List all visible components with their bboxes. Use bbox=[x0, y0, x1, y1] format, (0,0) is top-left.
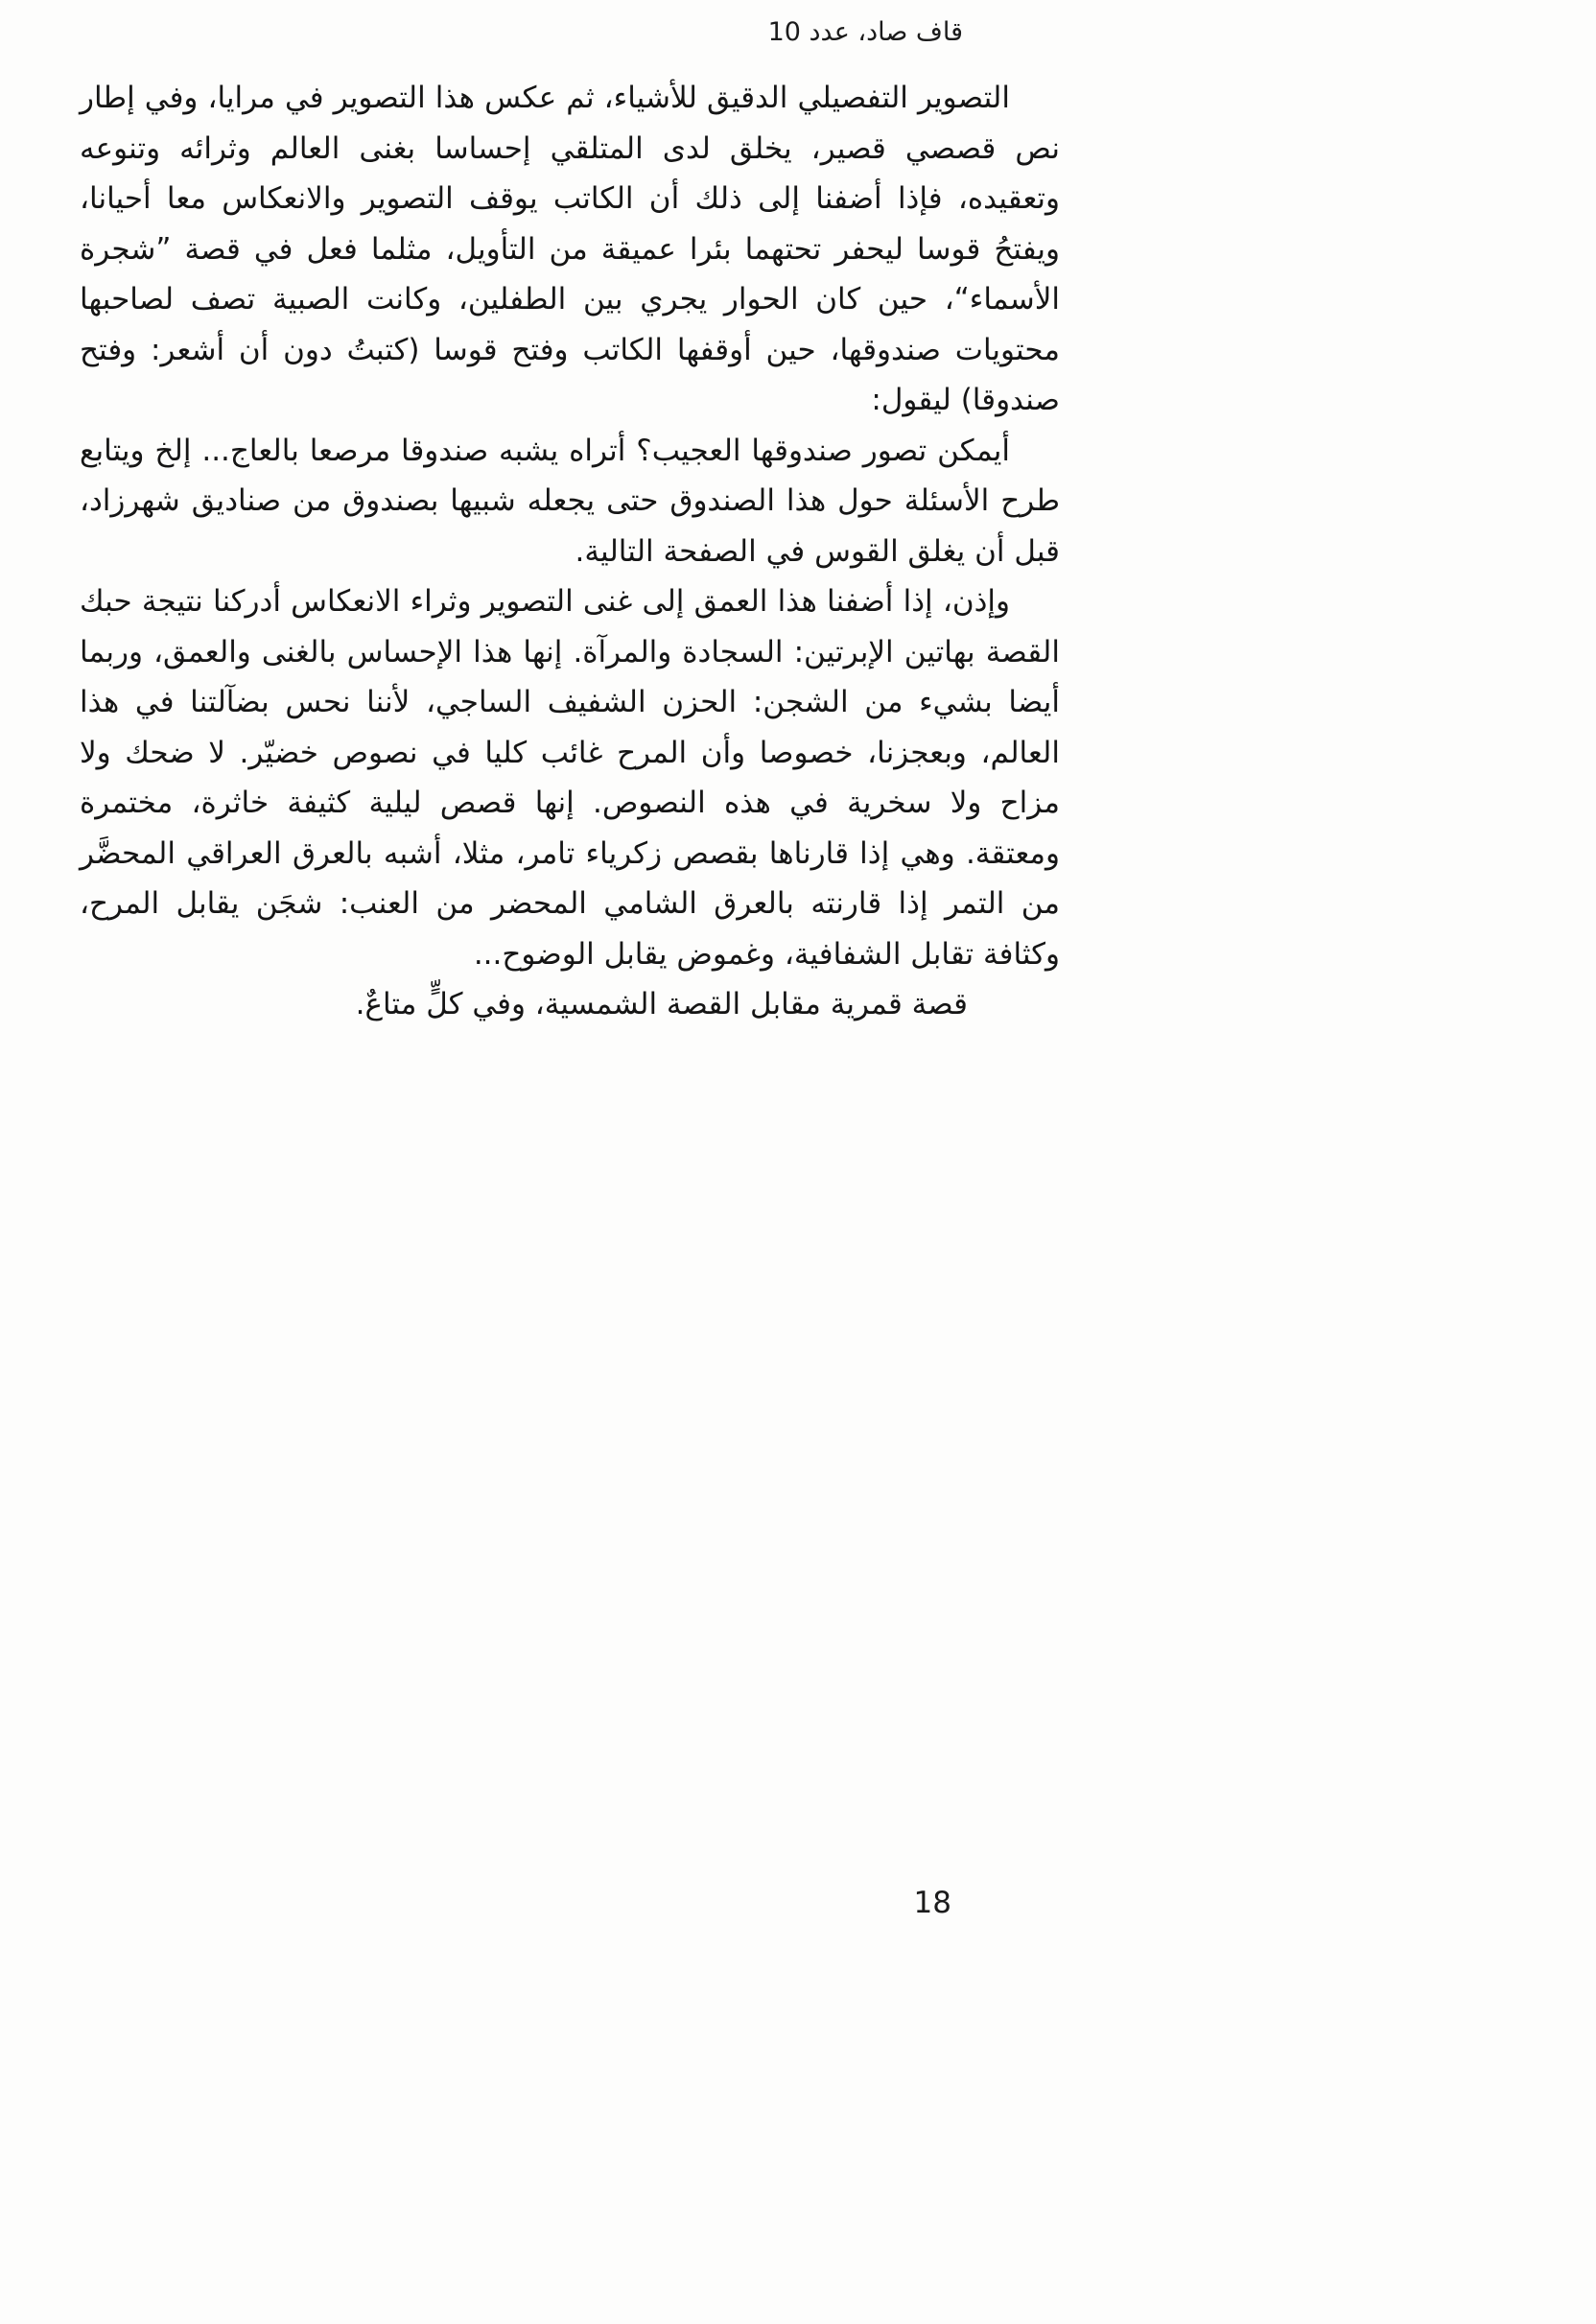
page-header: قاف صاد، عدد 10 bbox=[767, 17, 963, 47]
page-number: 18 bbox=[913, 1886, 951, 1920]
article-body bbox=[80, 73, 1060, 1030]
body-paragraph-2: أيمكن تصور صندوقها العجيب؟ أتراه يشبه صندوقا مرصعا بالعاج... إلخ ويتابع طرح الأسئلة حول هذا الصندوق حتى يجعله شبيها بصندوق من صناديق شهرزاد، قبل أن يغلق القوس في الصفحة التالية. bbox=[80, 433, 1060, 569]
closing-line: قصة قمرية مقابل القصة الشمسية، وفي كلٍّ متاعٌ. bbox=[355, 987, 968, 1021]
body-paragraph-3: وإذن، إذا أضفنا هذا العمق إلى غنى التصوير وثراء الانعكاس أدركنا نتيجة حبك القصة بهاتين الإبرتين: السجادة والمرآة. إنها هذا الإحساس بالغنى والعمق، وربما أيضا بشيء من الشجن: الحزن الشفيف الساجي، لأننا نحس بضآلتنا في هذا العالم، وبعجزنا، خصوصا وأن المرح غائب كليا في نصوص خضيّر. لا ضحك ولا مزاح ولا سخرية في هذه النصوص. إنها قصص ليلية كثيفة خاثرة، مختمرة ومعتقة. وهي إذا قارناها بقصص زكرياء تامر، مثلا، أشبه بالعرق العراقي المحضَّر من التمر إذا قارنته بالعرق الشامي المحضر من العنب: شجَن يقابل المرح، وكثافة تقابل الشفافية، وغموض يقابل الوضوح... bbox=[80, 584, 1060, 972]
body-paragraph-1: التصوير التفصيلي الدقيق للأشياء، ثم عكس هذا التصوير في مرايا، وفي إطار نص قصصي قصير، يخلق لدى المتلقي إحساسا بغنى العالم وثرائه وتنوعه وتعقيده، فإذا أضفنا إلى ذلك أن الكاتب يوقف التصوير والانعكاس معا أحيانا، ويفتحُ قوسا ليحفر تحتهما بئرا عميقة من التأويل، مثلما فعل في قصة ”شجرة الأسماء“، حين كان الحوار يجري بين الطفلين، وكانت الصبية تصف لصاحبها محتويات صندوقها، حين أوقفها الكاتب وفتح قوسا (كتبتُ دون أن أشعر: وفتح صندوقا) ليقول: bbox=[80, 81, 1060, 417]
